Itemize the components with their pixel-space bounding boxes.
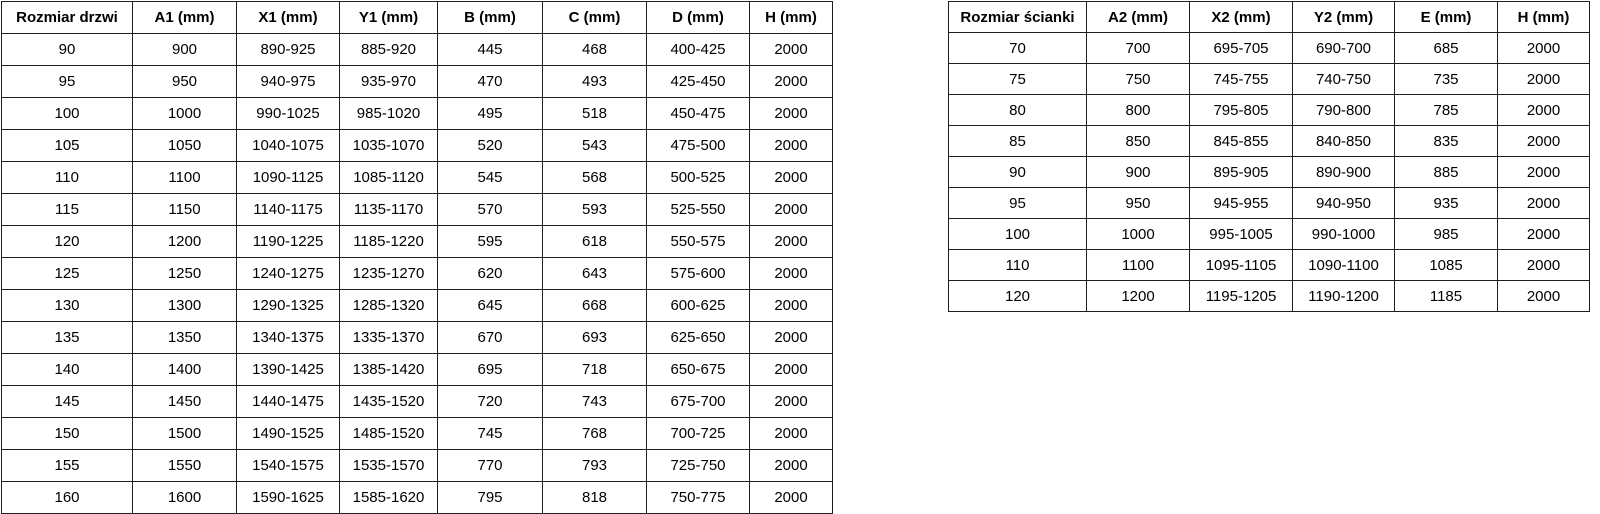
table-cell: 618 (543, 226, 647, 258)
table-cell: 1385-1420 (340, 354, 438, 386)
table-cell: 940-975 (237, 66, 340, 98)
table-row (2, 226, 833, 258)
table-cell: 545 (438, 162, 543, 194)
table-cell: 693 (543, 322, 647, 354)
table-cell: 130 (2, 290, 133, 322)
table-cell: 890-925 (237, 34, 340, 66)
table-row (949, 126, 1590, 157)
table-cell: 2000 (750, 386, 833, 418)
table-cell: 935-970 (340, 66, 438, 98)
table-cell: 768 (543, 418, 647, 450)
table-cell: 668 (543, 290, 647, 322)
table-cell: 770 (438, 450, 543, 482)
table-row (2, 194, 833, 226)
table-cell: 643 (543, 258, 647, 290)
table-cell: 670 (438, 322, 543, 354)
table-cell: 793 (543, 450, 647, 482)
table-cell: 400-425 (647, 34, 750, 66)
table-cell: 2000 (750, 162, 833, 194)
wall-size-table (948, 1, 1590, 312)
table-cell: 1200 (1087, 281, 1190, 312)
table-cell: 1140-1175 (237, 194, 340, 226)
table-cell: 700 (1087, 33, 1190, 64)
table-cell: 940-950 (1293, 188, 1395, 219)
table-cell: 95 (2, 66, 133, 98)
table-cell: 2000 (1498, 157, 1590, 188)
table-cell: 1490-1525 (237, 418, 340, 450)
table-row (2, 450, 833, 482)
column-header: C (mm) (543, 2, 647, 34)
table-cell: 120 (2, 226, 133, 258)
table-cell: 1035-1070 (340, 130, 438, 162)
table-cell: 593 (543, 194, 647, 226)
table-cell: 1240-1275 (237, 258, 340, 290)
table-cell: 895-905 (1190, 157, 1293, 188)
table-cell: 620 (438, 258, 543, 290)
table-cell: 125 (2, 258, 133, 290)
table-cell: 1250 (133, 258, 237, 290)
table-cell: 1590-1625 (237, 482, 340, 514)
table-cell: 95 (949, 188, 1087, 219)
table-cell: 1190-1200 (1293, 281, 1395, 312)
table-row (2, 66, 833, 98)
table-cell: 550-575 (647, 226, 750, 258)
table-cell: 1440-1475 (237, 386, 340, 418)
table-cell: 1300 (133, 290, 237, 322)
table-row (2, 354, 833, 386)
table-cell: 150 (2, 418, 133, 450)
table-cell: 850 (1087, 126, 1190, 157)
table-cell: 1150 (133, 194, 237, 226)
table-cell: 950 (133, 66, 237, 98)
table-row (2, 290, 833, 322)
table-cell: 2000 (750, 418, 833, 450)
column-header: A1 (mm) (133, 2, 237, 34)
table-cell: 685 (1395, 33, 1498, 64)
table-cell: 750 (1087, 64, 1190, 95)
table-cell: 1550 (133, 450, 237, 482)
table-cell: 1540-1575 (237, 450, 340, 482)
table-cell: 625-650 (647, 322, 750, 354)
table-cell: 568 (543, 162, 647, 194)
table-cell: 100 (2, 98, 133, 130)
table-cell: 2000 (1498, 219, 1590, 250)
table-cell: 695-705 (1190, 33, 1293, 64)
table-cell: 2000 (1498, 188, 1590, 219)
table-cell: 675-700 (647, 386, 750, 418)
table-cell: 743 (543, 386, 647, 418)
column-header: B (mm) (438, 2, 543, 34)
table-cell: 70 (949, 33, 1087, 64)
table-cell: 1235-1270 (340, 258, 438, 290)
table-cell: 835 (1395, 126, 1498, 157)
table-cell: 1200 (133, 226, 237, 258)
column-header: X1 (mm) (237, 2, 340, 34)
table-cell: 1050 (133, 130, 237, 162)
table-cell: 75 (949, 64, 1087, 95)
table-cell: 2000 (750, 482, 833, 514)
table-cell: 1285-1320 (340, 290, 438, 322)
column-header: A2 (mm) (1087, 2, 1190, 33)
table-cell: 2000 (750, 130, 833, 162)
table-cell: 995-1005 (1190, 219, 1293, 250)
table-row (949, 188, 1590, 219)
table-cell: 650-675 (647, 354, 750, 386)
table-cell: 2000 (750, 194, 833, 226)
table-cell: 695 (438, 354, 543, 386)
table-row (2, 34, 833, 66)
table-cell: 105 (2, 130, 133, 162)
table-cell: 1350 (133, 322, 237, 354)
table-cell: 145 (2, 386, 133, 418)
column-header: D (mm) (647, 2, 750, 34)
table-cell: 475-500 (647, 130, 750, 162)
table-row (949, 33, 1590, 64)
table-cell: 1435-1520 (340, 386, 438, 418)
table-cell: 1585-1620 (340, 482, 438, 514)
table-cell: 2000 (750, 226, 833, 258)
table-cell: 425-450 (647, 66, 750, 98)
table-cell: 645 (438, 290, 543, 322)
table-cell: 1090-1100 (1293, 250, 1395, 281)
column-header: Y1 (mm) (340, 2, 438, 34)
wall-table-header-row (949, 2, 1590, 33)
table-row (2, 386, 833, 418)
column-header: Rozmiar drzwi (2, 2, 133, 34)
table-cell: 800 (1087, 95, 1190, 126)
table-row (2, 162, 833, 194)
table-cell: 950 (1087, 188, 1190, 219)
table-cell: 468 (543, 34, 647, 66)
table-cell: 985 (1395, 219, 1498, 250)
table-cell: 1195-1205 (1190, 281, 1293, 312)
table-row (2, 418, 833, 450)
wall-table-body (949, 33, 1590, 312)
table-row (949, 281, 1590, 312)
table-cell: 990-1000 (1293, 219, 1395, 250)
table-cell: 1185-1220 (340, 226, 438, 258)
table-cell: 745-755 (1190, 64, 1293, 95)
table-cell: 745 (438, 418, 543, 450)
table-cell: 543 (543, 130, 647, 162)
table-cell: 1390-1425 (237, 354, 340, 386)
table-cell: 525-550 (647, 194, 750, 226)
table-cell: 1085 (1395, 250, 1498, 281)
door-table-body (2, 34, 833, 514)
table-cell: 1190-1225 (237, 226, 340, 258)
table-cell: 520 (438, 130, 543, 162)
table-row (2, 130, 833, 162)
table-cell: 1335-1370 (340, 322, 438, 354)
table-cell: 2000 (1498, 126, 1590, 157)
table-cell: 795-805 (1190, 95, 1293, 126)
table-row (949, 250, 1590, 281)
table-cell: 720 (438, 386, 543, 418)
table-cell: 2000 (750, 98, 833, 130)
table-cell: 1040-1075 (237, 130, 340, 162)
table-cell: 1000 (1087, 219, 1190, 250)
table-cell: 1000 (133, 98, 237, 130)
table-cell: 2000 (1498, 64, 1590, 95)
table-cell: 493 (543, 66, 647, 98)
table-row (2, 258, 833, 290)
table-cell: 495 (438, 98, 543, 130)
table-cell: 885 (1395, 157, 1498, 188)
table-cell: 445 (438, 34, 543, 66)
table-cell: 2000 (750, 258, 833, 290)
column-header: H (mm) (1498, 2, 1590, 33)
column-header: Rozmiar ścianki (949, 2, 1087, 33)
table-cell: 945-955 (1190, 188, 1293, 219)
table-cell: 595 (438, 226, 543, 258)
table-row (949, 64, 1590, 95)
table-cell: 1500 (133, 418, 237, 450)
table-cell: 935 (1395, 188, 1498, 219)
table-cell: 990-1025 (237, 98, 340, 130)
table-cell: 840-850 (1293, 126, 1395, 157)
table-cell: 2000 (750, 354, 833, 386)
table-row (2, 322, 833, 354)
table-cell: 2000 (750, 34, 833, 66)
table-cell: 600-625 (647, 290, 750, 322)
table-row (949, 157, 1590, 188)
door-size-table (1, 1, 833, 514)
table-cell: 1600 (133, 482, 237, 514)
table-row (2, 482, 833, 514)
table-cell: 725-750 (647, 450, 750, 482)
table-cell: 1085-1120 (340, 162, 438, 194)
table-cell: 100 (949, 219, 1087, 250)
table-cell: 2000 (750, 322, 833, 354)
table-cell: 1290-1325 (237, 290, 340, 322)
table-cell: 818 (543, 482, 647, 514)
table-cell: 785 (1395, 95, 1498, 126)
table-cell: 718 (543, 354, 647, 386)
table-cell: 160 (2, 482, 133, 514)
table-cell: 155 (2, 450, 133, 482)
table-cell: 2000 (750, 66, 833, 98)
table-cell: 110 (949, 250, 1087, 281)
table-cell: 2000 (1498, 250, 1590, 281)
table-cell: 900 (133, 34, 237, 66)
column-header: E (mm) (1395, 2, 1498, 33)
table-cell: 845-855 (1190, 126, 1293, 157)
table-cell: 135 (2, 322, 133, 354)
table-cell: 2000 (1498, 281, 1590, 312)
table-cell: 450-475 (647, 98, 750, 130)
table-cell: 110 (2, 162, 133, 194)
table-cell: 1400 (133, 354, 237, 386)
table-cell: 690-700 (1293, 33, 1395, 64)
column-header: X2 (mm) (1190, 2, 1293, 33)
table-row (949, 219, 1590, 250)
table-cell: 735 (1395, 64, 1498, 95)
table-cell: 570 (438, 194, 543, 226)
table-cell: 1135-1170 (340, 194, 438, 226)
table-cell: 2000 (750, 450, 833, 482)
table-cell: 90 (2, 34, 133, 66)
column-header: H (mm) (750, 2, 833, 34)
table-cell: 1100 (133, 162, 237, 194)
table-cell: 1340-1375 (237, 322, 340, 354)
table-cell: 750-775 (647, 482, 750, 514)
table-cell: 80 (949, 95, 1087, 126)
table-cell: 140 (2, 354, 133, 386)
table-cell: 1485-1520 (340, 418, 438, 450)
table-cell: 1090-1125 (237, 162, 340, 194)
door-table-header-row (2, 2, 833, 34)
table-cell: 1095-1105 (1190, 250, 1293, 281)
table-row (2, 98, 833, 130)
table-cell: 500-525 (647, 162, 750, 194)
table-cell: 2000 (1498, 95, 1590, 126)
table-cell: 885-920 (340, 34, 438, 66)
table-cell: 700-725 (647, 418, 750, 450)
table-cell: 1450 (133, 386, 237, 418)
column-header: Y2 (mm) (1293, 2, 1395, 33)
table-cell: 900 (1087, 157, 1190, 188)
table-cell: 2000 (750, 290, 833, 322)
table-row (949, 95, 1590, 126)
table-cell: 790-800 (1293, 95, 1395, 126)
table-cell: 795 (438, 482, 543, 514)
table-cell: 1100 (1087, 250, 1190, 281)
table-cell: 890-900 (1293, 157, 1395, 188)
table-cell: 518 (543, 98, 647, 130)
table-cell: 985-1020 (340, 98, 438, 130)
table-cell: 120 (949, 281, 1087, 312)
table-cell: 115 (2, 194, 133, 226)
table-cell: 575-600 (647, 258, 750, 290)
table-cell: 470 (438, 66, 543, 98)
table-cell: 90 (949, 157, 1087, 188)
table-cell: 2000 (1498, 33, 1590, 64)
table-cell: 1535-1570 (340, 450, 438, 482)
table-cell: 1185 (1395, 281, 1498, 312)
table-cell: 85 (949, 126, 1087, 157)
table-cell: 740-750 (1293, 64, 1395, 95)
